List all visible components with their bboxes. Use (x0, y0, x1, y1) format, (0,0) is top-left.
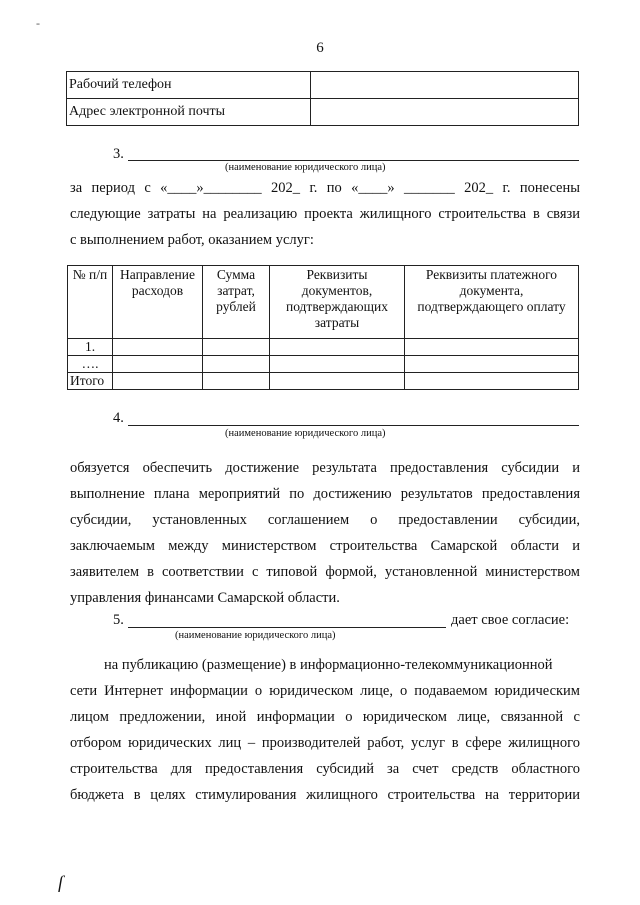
text-line: бюджета в целях стимулирования жилищного строительства на территории (70, 787, 580, 803)
text-line: на публикацию (размещение) в информационно-телекоммуникационной (104, 657, 553, 673)
cell[interactable] (405, 373, 579, 390)
contact-table (66, 71, 579, 126)
section4-text (70, 455, 580, 611)
section5-fill-line[interactable] (128, 627, 446, 628)
text-line: выполнение плана мероприятий по достижению результатов предоставления (70, 486, 580, 502)
section4-number: 4. (113, 410, 124, 426)
table-header-row (68, 266, 579, 339)
text-line: строительства для предоставления субсидий за счет средств областного (70, 761, 580, 777)
text-line: управления финансами Самарской области. (70, 590, 340, 606)
cell[interactable] (203, 356, 270, 373)
col-header-documents: Реквизиты документов, подтверждающих затраты (270, 266, 405, 339)
cell[interactable] (405, 356, 579, 373)
cell[interactable] (270, 373, 405, 390)
expenses-table (67, 265, 579, 390)
text-line: заявителем в соответствии с типовой формой, установленной министерством (70, 564, 580, 580)
section3-fill-line[interactable] (128, 160, 579, 161)
text-line: отбором юридических лиц – производителей работ, услуг в сфере жилищного (70, 735, 580, 751)
section4-fill-line[interactable] (128, 425, 579, 426)
table-row (67, 99, 579, 126)
cell: 1. (68, 339, 113, 356)
text-line: с выполнением работ, оказанием услуг: (70, 232, 314, 248)
text-line: субсидии, установленных соглашением о предоставлении субсидии, (70, 512, 580, 528)
contact-value[interactable] (311, 99, 579, 126)
cell[interactable] (270, 339, 405, 356)
cell[interactable] (203, 339, 270, 356)
cell[interactable] (113, 373, 203, 390)
section3-text (70, 175, 580, 253)
section4-caption: (наименование юридического лица) (225, 428, 386, 439)
col-header-payment: Реквизиты платежного документа, подтверждающего оплату (405, 266, 579, 339)
text-line: лицом предложении, иной информации о юридическом лице, связанной с (70, 709, 580, 725)
cell[interactable] (113, 356, 203, 373)
text-line: за период с «____»________ 202_ г. по «____» _______ 202_ г. понесены (70, 180, 580, 196)
table-row (67, 72, 579, 99)
scan-mark: - (36, 16, 40, 30)
col-header-number: № п/п (68, 266, 113, 339)
page-number: 6 (316, 40, 324, 56)
section5-text (70, 652, 580, 808)
text-line: обязуется обеспечить достижение результата предоставления субсидии и (70, 460, 580, 476)
section5-suffix: дает свое согласие: (451, 612, 570, 628)
cell: …. (68, 356, 113, 373)
cell[interactable] (203, 373, 270, 390)
cell[interactable] (405, 339, 579, 356)
col-header-direction: Направление расходов (113, 266, 203, 339)
cell[interactable] (113, 339, 203, 356)
table-row (68, 356, 579, 373)
section3-caption: (наименование юридического лица) (225, 162, 386, 173)
text-line: сети Интернет информации о юридическом лице, о подаваемом юридическим (70, 683, 580, 699)
cell[interactable] (270, 356, 405, 373)
cell-total-label: Итого (68, 373, 113, 390)
section3-number: 3. (113, 146, 124, 162)
contact-value[interactable] (311, 72, 579, 99)
table-row (68, 373, 579, 390)
section5-number: 5. (113, 612, 124, 628)
contact-label: Рабочий телефон (67, 72, 311, 99)
section5-caption: (наименование юридического лица) (175, 630, 336, 641)
contact-label: Адрес электронной почты (67, 99, 311, 126)
scan-mark: ſ (58, 872, 64, 892)
col-header-amount: Сумма затрат, рублей (203, 266, 270, 339)
table-row (68, 339, 579, 356)
text-line: следующие затраты на реализацию проекта жилищного строительства в связи (70, 206, 580, 222)
text-line: заключаемым между министерством строительства Самарской области и (70, 538, 580, 554)
